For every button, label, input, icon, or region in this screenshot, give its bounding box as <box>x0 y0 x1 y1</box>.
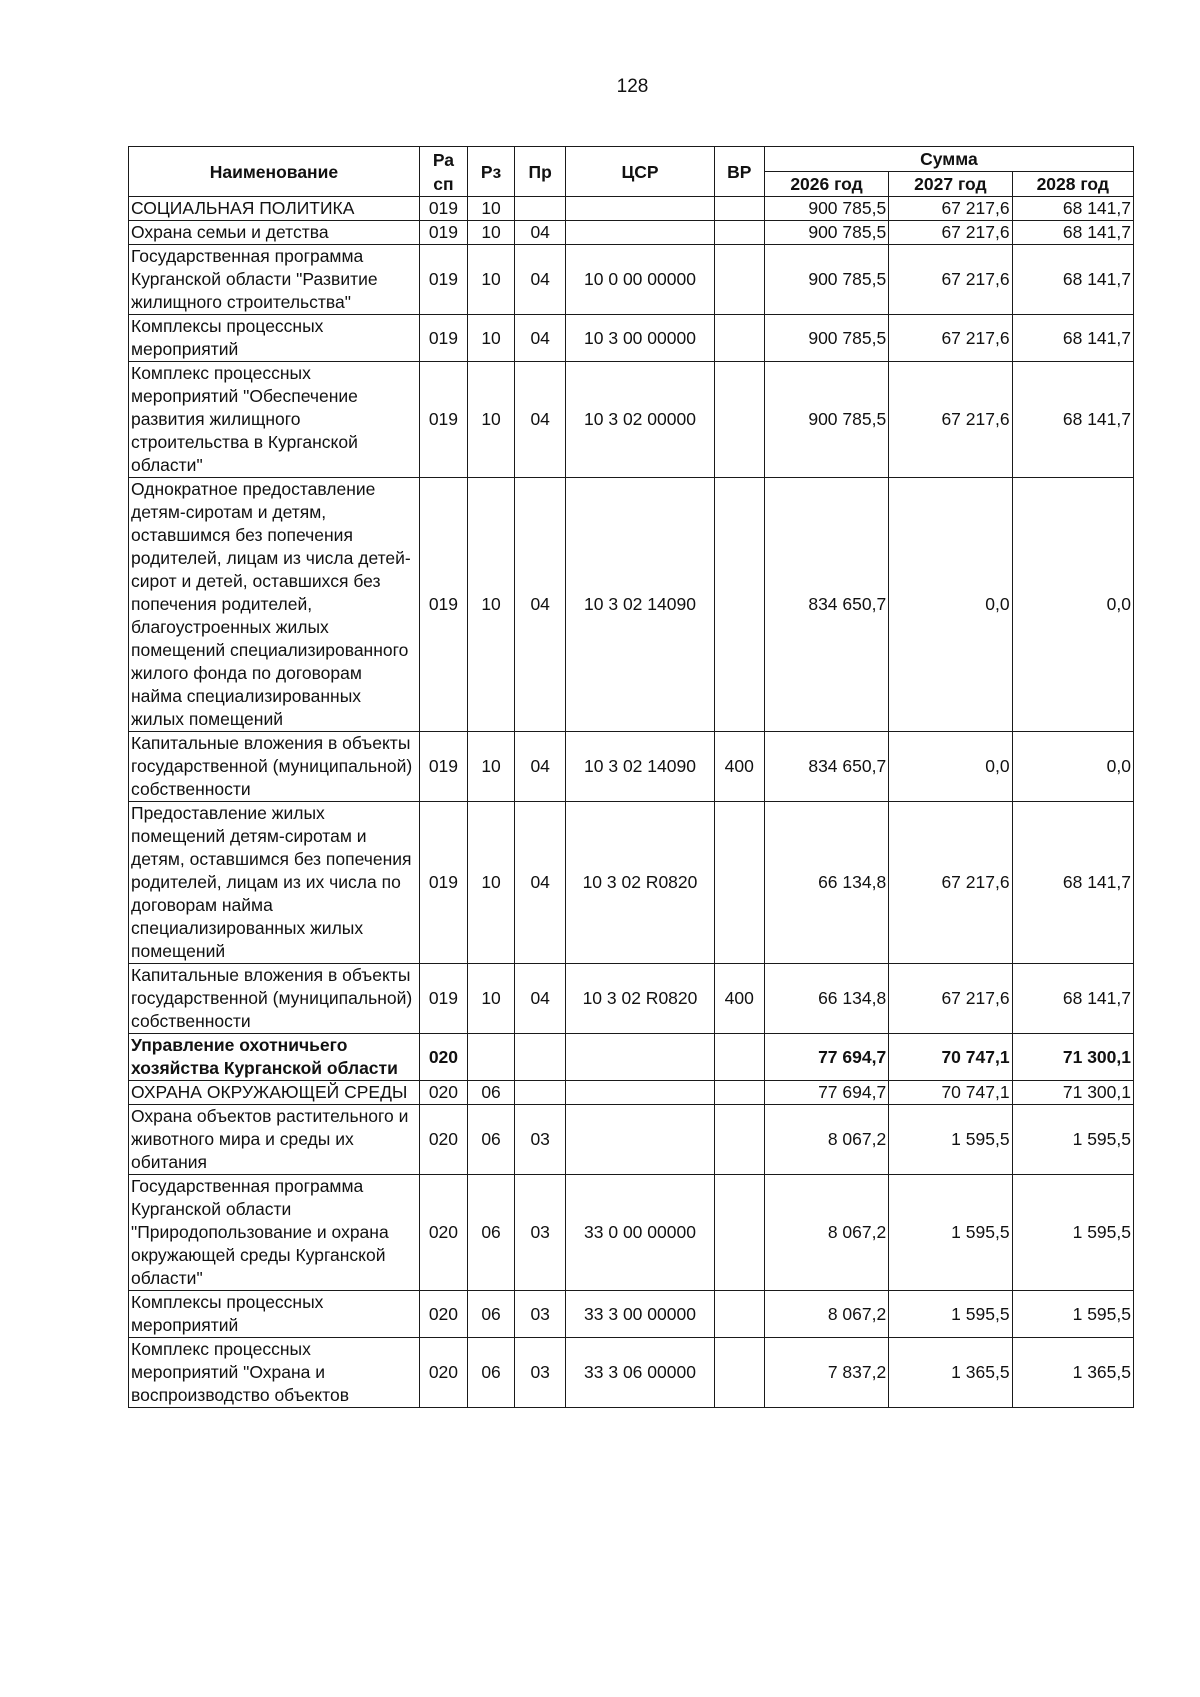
row-name-cell: Управление охотничьего хозяйства Курганской области <box>129 1034 420 1081</box>
header-rz: Рз <box>468 147 515 197</box>
row-pr-cell: 03 <box>515 1175 566 1291</box>
row-rz-cell: 10 <box>468 197 515 221</box>
row-name-cell: Предоставление жилых помещений детям-сиротам и детям, оставшимся без попечения родителей, лицам из их числа по договорам найма специализированных жилых помещений <box>129 802 420 964</box>
row-vr-cell <box>714 245 764 315</box>
row-pr-cell: 03 <box>515 1291 566 1338</box>
row-sum-2028-cell: 71 300,1 <box>1012 1034 1133 1081</box>
header-vr: ВР <box>714 147 764 197</box>
row-pr-cell <box>515 1081 566 1105</box>
row-name-cell: Комплекс процессных мероприятий "Обеспечение развития жилищного строительства в Курганской области" <box>129 362 420 478</box>
table-row <box>129 1081 1134 1105</box>
row-rz-cell: 10 <box>468 245 515 315</box>
row-vr-cell <box>714 362 764 478</box>
row-vr-cell <box>714 197 764 221</box>
row-rz-cell: 10 <box>468 362 515 478</box>
row-sum-2026-cell: 8 067,2 <box>764 1291 888 1338</box>
header-year-2027: 2027 год <box>889 172 1012 197</box>
row-rasp-cell: 019 <box>419 732 467 802</box>
row-vr-cell <box>714 478 764 732</box>
table-row <box>129 1338 1134 1408</box>
row-sum-2027-cell: 1 595,5 <box>889 1175 1012 1291</box>
row-pr-cell: 04 <box>515 802 566 964</box>
row-pr-cell <box>515 1034 566 1081</box>
row-vr-cell <box>714 221 764 245</box>
header-sum: Сумма <box>764 147 1133 172</box>
row-sum-2027-cell: 67 217,6 <box>889 197 1012 221</box>
row-sum-2027-cell: 70 747,1 <box>889 1081 1012 1105</box>
table-body <box>129 197 1134 1408</box>
row-csr-cell: 10 3 00 00000 <box>566 315 714 362</box>
row-sum-2028-cell: 1 365,5 <box>1012 1338 1133 1408</box>
row-sum-2028-cell: 0,0 <box>1012 478 1133 732</box>
row-name-cell: Государственная программа Курганской области "Развитие жилищного строительства" <box>129 245 420 315</box>
row-csr-cell: 10 3 02 14090 <box>566 732 714 802</box>
page-number: 128 <box>616 76 649 97</box>
row-sum-2027-cell: 67 217,6 <box>889 221 1012 245</box>
row-sum-2028-cell: 1 595,5 <box>1012 1175 1133 1291</box>
row-pr-cell <box>515 197 566 221</box>
row-rasp-cell: 020 <box>419 1175 467 1291</box>
row-rasp-cell: 019 <box>419 478 467 732</box>
row-vr-cell: 400 <box>714 964 764 1034</box>
table-row <box>129 221 1134 245</box>
row-rasp-cell: 020 <box>419 1105 467 1175</box>
header-year-2028: 2028 год <box>1012 172 1133 197</box>
table-row <box>129 362 1134 478</box>
table-row <box>129 1291 1134 1338</box>
row-sum-2028-cell: 1 595,5 <box>1012 1105 1133 1175</box>
row-rz-cell: 10 <box>468 221 515 245</box>
row-csr-cell: 10 0 00 00000 <box>566 245 714 315</box>
row-vr-cell: 400 <box>714 732 764 802</box>
row-vr-cell <box>714 315 764 362</box>
row-csr-cell: 10 3 02 R0820 <box>566 802 714 964</box>
row-rasp-cell: 019 <box>419 245 467 315</box>
row-sum-2026-cell: 900 785,5 <box>764 245 888 315</box>
row-vr-cell <box>714 1034 764 1081</box>
row-sum-2027-cell: 67 217,6 <box>889 245 1012 315</box>
row-rz-cell <box>468 1034 515 1081</box>
row-pr-cell: 04 <box>515 964 566 1034</box>
row-pr-cell: 04 <box>515 221 566 245</box>
row-csr-cell: 33 3 00 00000 <box>566 1291 714 1338</box>
row-rasp-cell: 019 <box>419 964 467 1034</box>
row-sum-2027-cell: 0,0 <box>889 732 1012 802</box>
row-name-cell: Комплексы процессных мероприятий <box>129 1291 420 1338</box>
row-name-cell: Комплексы процессных мероприятий <box>129 315 420 362</box>
row-sum-2028-cell: 68 141,7 <box>1012 221 1133 245</box>
row-csr-cell: 10 3 02 14090 <box>566 478 714 732</box>
header-rasp: Ра сп <box>419 147 467 197</box>
row-name-cell: СОЦИАЛЬНАЯ ПОЛИТИКА <box>129 197 420 221</box>
row-sum-2027-cell: 1 595,5 <box>889 1105 1012 1175</box>
table-row <box>129 245 1134 315</box>
header-csr: ЦСР <box>566 147 714 197</box>
row-vr-cell <box>714 1175 764 1291</box>
row-sum-2027-cell: 70 747,1 <box>889 1034 1012 1081</box>
row-name-cell: Капитальные вложения в объекты государственной (муниципальной) собственности <box>129 732 420 802</box>
row-rz-cell: 10 <box>468 478 515 732</box>
row-csr-cell: 33 0 00 00000 <box>566 1175 714 1291</box>
table-row <box>129 964 1134 1034</box>
row-vr-cell <box>714 1291 764 1338</box>
row-sum-2026-cell: 77 694,7 <box>764 1081 888 1105</box>
row-sum-2028-cell: 68 141,7 <box>1012 964 1133 1034</box>
row-rz-cell: 10 <box>468 732 515 802</box>
row-name-cell: Однократное предоставление детям-сиротам и детям, оставшимся без попечения родителей, лицам из числа детей-сирот и детей, оставшихся без попечения родителей, благоустроенных жилых помещений специализированного жилого фонда по договорам найма специализированных жилых помещений <box>129 478 420 732</box>
row-vr-cell <box>714 1338 764 1408</box>
row-rasp-cell: 019 <box>419 362 467 478</box>
row-rasp-cell: 020 <box>419 1034 467 1081</box>
header-pr: Пр <box>515 147 566 197</box>
budget-table <box>128 146 1134 1408</box>
row-sum-2028-cell: 68 141,7 <box>1012 362 1133 478</box>
row-pr-cell: 04 <box>515 478 566 732</box>
row-name-cell: Комплекс процессных мероприятий "Охрана и воспроизводство объектов <box>129 1338 420 1408</box>
table-header <box>129 147 1134 197</box>
row-rz-cell: 06 <box>468 1105 515 1175</box>
table-row <box>129 1105 1134 1175</box>
row-sum-2028-cell: 71 300,1 <box>1012 1081 1133 1105</box>
row-rz-cell: 06 <box>468 1081 515 1105</box>
row-rasp-cell: 019 <box>419 802 467 964</box>
row-vr-cell <box>714 1105 764 1175</box>
table-row <box>129 1175 1134 1291</box>
header-year-2026: 2026 год <box>764 172 888 197</box>
row-csr-cell: 33 3 06 00000 <box>566 1338 714 1408</box>
row-rasp-cell: 020 <box>419 1081 467 1105</box>
table-row <box>129 478 1134 732</box>
row-sum-2027-cell: 1 595,5 <box>889 1291 1012 1338</box>
row-sum-2026-cell: 834 650,7 <box>764 478 888 732</box>
row-pr-cell: 04 <box>515 245 566 315</box>
row-pr-cell: 04 <box>515 315 566 362</box>
row-sum-2026-cell: 66 134,8 <box>764 802 888 964</box>
row-vr-cell <box>714 802 764 964</box>
row-name-cell: Капитальные вложения в объекты государственной (муниципальной) собственности <box>129 964 420 1034</box>
row-sum-2028-cell: 0,0 <box>1012 732 1133 802</box>
row-rasp-cell: 020 <box>419 1338 467 1408</box>
row-rz-cell: 06 <box>468 1175 515 1291</box>
row-rasp-cell: 019 <box>419 315 467 362</box>
row-sum-2026-cell: 8 067,2 <box>764 1175 888 1291</box>
table-row <box>129 802 1134 964</box>
row-sum-2026-cell: 900 785,5 <box>764 362 888 478</box>
row-sum-2026-cell: 66 134,8 <box>764 964 888 1034</box>
row-sum-2028-cell: 68 141,7 <box>1012 197 1133 221</box>
row-pr-cell: 04 <box>515 732 566 802</box>
row-sum-2026-cell: 7 837,2 <box>764 1338 888 1408</box>
row-rz-cell: 10 <box>468 964 515 1034</box>
row-sum-2026-cell: 900 785,5 <box>764 315 888 362</box>
row-name-cell: ОХРАНА ОКРУЖАЮЩЕЙ СРЕДЫ <box>129 1081 420 1105</box>
row-csr-cell: 10 3 02 00000 <box>566 362 714 478</box>
row-name-cell: Государственная программа Курганской области "Природопользование и охрана окружающей среды Курганской области" <box>129 1175 420 1291</box>
row-name-cell: Охрана семьи и детства <box>129 221 420 245</box>
row-sum-2027-cell: 1 365,5 <box>889 1338 1012 1408</box>
row-sum-2026-cell: 8 067,2 <box>764 1105 888 1175</box>
row-pr-cell: 03 <box>515 1338 566 1408</box>
row-vr-cell <box>714 1081 764 1105</box>
row-sum-2027-cell: 0,0 <box>889 478 1012 732</box>
row-sum-2027-cell: 67 217,6 <box>889 802 1012 964</box>
row-name-cell: Охрана объектов растительного и животного мира и среды их обитания <box>129 1105 420 1175</box>
row-csr-cell <box>566 197 714 221</box>
row-csr-cell <box>566 1081 714 1105</box>
header-name: Наименование <box>129 147 420 197</box>
row-sum-2028-cell: 1 595,5 <box>1012 1291 1133 1338</box>
row-pr-cell: 03 <box>515 1105 566 1175</box>
row-sum-2026-cell: 834 650,7 <box>764 732 888 802</box>
row-sum-2027-cell: 67 217,6 <box>889 362 1012 478</box>
row-rz-cell: 06 <box>468 1291 515 1338</box>
row-sum-2028-cell: 68 141,7 <box>1012 802 1133 964</box>
row-rz-cell: 06 <box>468 1338 515 1408</box>
row-rasp-cell: 020 <box>419 1291 467 1338</box>
row-sum-2026-cell: 900 785,5 <box>764 197 888 221</box>
row-rasp-cell: 019 <box>419 221 467 245</box>
row-sum-2028-cell: 68 141,7 <box>1012 315 1133 362</box>
table-row <box>129 732 1134 802</box>
row-rz-cell: 10 <box>468 315 515 362</box>
table-row <box>129 197 1134 221</box>
row-csr-cell: 10 3 02 R0820 <box>566 964 714 1034</box>
table-row <box>129 1034 1134 1081</box>
row-rasp-cell: 019 <box>419 197 467 221</box>
row-sum-2027-cell: 67 217,6 <box>889 315 1012 362</box>
row-sum-2028-cell: 68 141,7 <box>1012 245 1133 315</box>
row-sum-2026-cell: 900 785,5 <box>764 221 888 245</box>
row-csr-cell <box>566 221 714 245</box>
row-rz-cell: 10 <box>468 802 515 964</box>
row-sum-2027-cell: 67 217,6 <box>889 964 1012 1034</box>
row-csr-cell <box>566 1105 714 1175</box>
table-row <box>129 315 1134 362</box>
row-pr-cell: 04 <box>515 362 566 478</box>
row-sum-2026-cell: 77 694,7 <box>764 1034 888 1081</box>
row-csr-cell <box>566 1034 714 1081</box>
